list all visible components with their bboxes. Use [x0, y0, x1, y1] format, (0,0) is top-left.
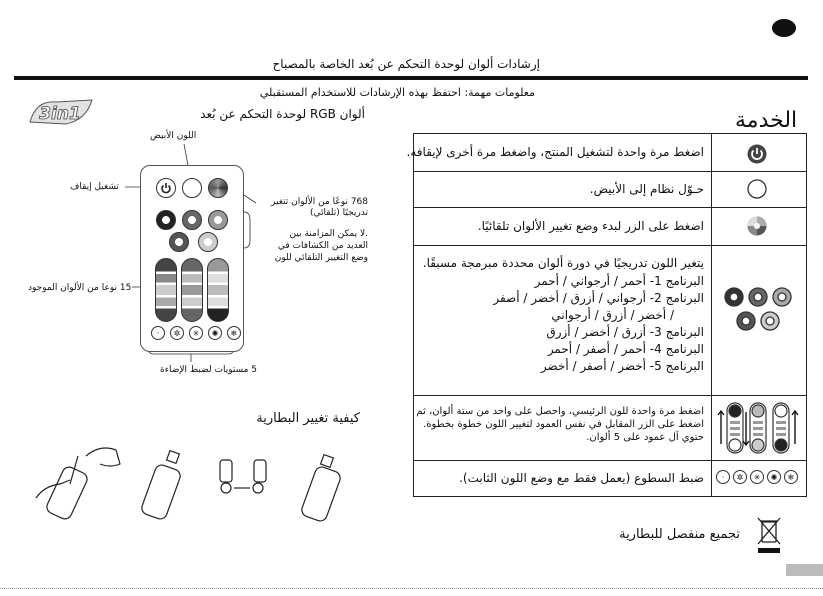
service-row-lines: اضغط مرة واحدة للون الرئيسي، واحصل على واحد من ستة ألوان، ثم اضغط على الزر المقابل في نفس العمود لتغيير اللون خطوة بخطوة. حتوي آل عمود على 5 ألوان.: [416, 406, 704, 443]
crossed-bin-icon: [755, 516, 783, 554]
service-row-text: ضبط السطوع (يعمل فقط مع وضع اللون الثابت).: [459, 471, 704, 485]
remote-color-column-2[interactable]: [181, 258, 203, 322]
battery-recycling-title: تجميع منفصل للبطارية: [619, 527, 740, 542]
power-icon: [160, 182, 172, 194]
page-tab-marker: [786, 564, 823, 576]
remote-program-button-b[interactable]: [198, 232, 218, 252]
service-row-brightness: [414, 460, 806, 497]
remote-color-column-1[interactable]: [155, 258, 177, 322]
service-row-power: [406, 134, 806, 172]
label-white: اللون الأبيض: [150, 131, 197, 141]
brightness-level-3-button[interactable]: ✳: [189, 326, 203, 340]
column-sliders-icon: [717, 400, 799, 456]
service-row-text: اضغط مرة واحدة لتشغيل المنتج، واضغط مرة أخرى لإيقافه.: [406, 145, 704, 159]
service-row-text: حـوّل نظام إلى الأبيض.: [589, 182, 704, 196]
logo-text: 3in1: [39, 104, 81, 124]
label-15-colors: 15 نوعا من الألوان الموجود: [28, 283, 132, 293]
remote-program-button-a[interactable]: [169, 232, 189, 252]
brightness-5-icon: ❄: [784, 470, 798, 484]
service-row-text: اضغط على الزر لبدء وضع تغيير الألوان تلقائيًا.: [477, 219, 704, 233]
remote-power-button[interactable]: [156, 178, 176, 198]
white-circle-icon: [747, 179, 767, 199]
label-power: تشغيل إيقاف: [70, 182, 119, 192]
remote-auto-color-button[interactable]: [208, 178, 228, 198]
battery-step-3-illustration: [220, 460, 266, 493]
label-sync: .لا يمكن المزامنة بين العديد من الكشافات في وضع التغيير التلقائي للون: [274, 229, 368, 263]
battery-steps-illustration: [30, 440, 360, 530]
remote-color-column-3[interactable]: [207, 258, 229, 322]
power-icon: [747, 144, 767, 164]
battery-change-title: كيفية تغيير البطارية: [256, 411, 360, 426]
service-table: [406, 133, 807, 497]
label-768: 768 نوعًا من الألوان تتغير تدريجيًا (تلقائي): [271, 197, 368, 218]
brightness-2-icon: ✲: [733, 470, 747, 484]
service-row-columns: [414, 395, 806, 461]
remote-section-title: ألوان RGB لوحدة التحكم عن بُعد: [200, 107, 365, 121]
brightness-3-icon: ✳: [750, 470, 764, 484]
remote-brightness-row: [151, 326, 241, 340]
brightness-level-2-button[interactable]: ✲: [170, 326, 184, 340]
important-notice: معلومات مهمة: احتفظ بهذه الإرشادات للاستخدام المستقبلي: [259, 86, 535, 99]
battery-step-2-illustration: [140, 451, 182, 521]
program-buttons-icon: [722, 285, 794, 335]
service-row-auto: [414, 207, 806, 246]
service-row-lines: يتغير اللون تدريجيًا في دورة ألوان محددة مبرمجة مسبقًا. البرنامج 1- أحمر / أرجواني / أحمر البرنامج 2- أرجواني / أزرق / أخضر / أصفر / أخضر / أزرق / أرجواني البرنامج 3- أزرق / أخضر / أزرق البرنامج 4- أحمر / أصفر / أحمر البرنامج 5- أخضر / أصفر / أخضر: [422, 256, 704, 373]
label-5-levels: 5 مستويات لضبط الإضاءة: [160, 365, 258, 375]
brightness-4-icon: ✺: [767, 470, 781, 484]
remote-blue-button[interactable]: [208, 210, 228, 230]
brightness-1-icon: ·: [716, 470, 730, 484]
service-row-white: [414, 171, 806, 208]
brightness-level-1-button[interactable]: ·: [151, 326, 165, 340]
battery-step-1-illustration: [36, 448, 120, 521]
page-title: إرشادات ألوان لوحدة التحكم عن بُعد الخاصة بالمصباح: [272, 57, 540, 71]
brightness-level-4-button[interactable]: ✺: [208, 326, 222, 340]
color-wheel-icon: [747, 216, 767, 236]
page-marker-dot: [772, 19, 796, 37]
remote-white-button[interactable]: [182, 178, 202, 198]
service-row-programs: [414, 245, 806, 396]
brightness-icons: [716, 470, 798, 484]
page-bottom-border: [0, 588, 823, 589]
remote-green-button[interactable]: [182, 210, 202, 230]
service-title: الخدمة: [735, 108, 798, 133]
remote-red-button[interactable]: [156, 210, 176, 230]
brightness-level-5-button[interactable]: ❄: [227, 326, 241, 340]
battery-step-4-illustration: [300, 455, 342, 523]
remote-control: [140, 165, 244, 352]
